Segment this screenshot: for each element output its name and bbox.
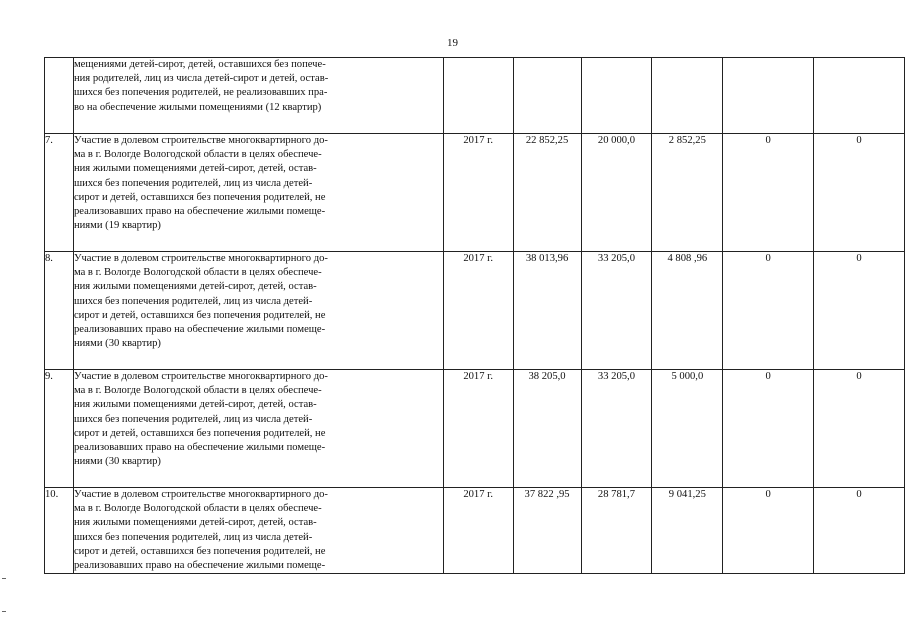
row-year: 2017 г. bbox=[443, 370, 513, 488]
row-col-e bbox=[723, 58, 814, 134]
row-budget-a: 33 205,0 bbox=[581, 252, 652, 370]
row-col-e: 0 bbox=[723, 370, 814, 488]
row-description bbox=[73, 58, 443, 134]
row-description bbox=[73, 488, 443, 574]
row-year: 2017 г. bbox=[443, 134, 513, 252]
description-line: ния жилыми помещениями детей-сирот, детей, остав- bbox=[73, 163, 317, 175]
row-description bbox=[73, 252, 443, 370]
table-row bbox=[45, 58, 905, 134]
row-budget-b: 4 808 ,96 bbox=[652, 252, 723, 370]
description-line: Участие в долевом строительстве многоквартирного до- bbox=[73, 489, 328, 500]
row-col-e: 0 bbox=[723, 252, 814, 370]
description-line: ниями (30 квартир) bbox=[73, 338, 161, 350]
row-col-e: 0 bbox=[723, 488, 814, 574]
row-budget-a: 33 205,0 bbox=[581, 370, 652, 488]
row-year: 2017 г. bbox=[443, 252, 513, 370]
row-year bbox=[443, 58, 513, 134]
row-total: 38 205,0 bbox=[513, 370, 581, 488]
description-line: сирот и детей, оставшихся без попечения родителей, не bbox=[73, 309, 326, 321]
row-col-f bbox=[814, 58, 905, 134]
row-col-f: 0 bbox=[814, 252, 905, 370]
row-total: 38 013,96 bbox=[513, 252, 581, 370]
margin-mark bbox=[2, 611, 6, 612]
description-line: Участие в долевом строительстве многоквартирного до- bbox=[73, 135, 328, 146]
description-line: шихся без попечения родителей, не реализовавших пра- bbox=[73, 87, 328, 99]
margin-mark bbox=[2, 578, 6, 579]
description-line: ния жилыми помещениями детей-сирот, детей, остав- bbox=[73, 281, 317, 293]
row-total: 37 822 ,95 bbox=[513, 488, 581, 574]
row-budget-b: 2 852,25 bbox=[652, 134, 723, 252]
description-line: Участие в долевом строительстве многоквартирного до- bbox=[73, 253, 328, 264]
description-line: ма в г. Вологде Вологодской области в целях обеспече- bbox=[73, 385, 322, 397]
description-line: реализовавших право на обеспечение жилыми помеще- bbox=[73, 324, 326, 336]
row-col-f: 0 bbox=[814, 488, 905, 574]
description-line: реализовавших право на обеспечение жилыми помеще- bbox=[73, 442, 326, 454]
description-line: сирот и детей, оставшихся без попечения родителей, не bbox=[73, 545, 326, 557]
row-col-f: 0 bbox=[814, 134, 905, 252]
row-budget-b: 5 000,0 bbox=[652, 370, 723, 488]
row-col-f: 0 bbox=[814, 370, 905, 488]
row-number: 10. bbox=[45, 488, 74, 574]
description-line: ниями (30 квартир) bbox=[73, 456, 161, 468]
description-line: ния жилыми помещениями детей-сирот, детей, остав- bbox=[73, 517, 317, 529]
description-line: мещениями детей-сирот, детей, оставшихся без попече- bbox=[73, 59, 326, 70]
row-description bbox=[73, 134, 443, 252]
row-budget-a: 20 000,0 bbox=[581, 134, 652, 252]
description-line: ния жилыми помещениями детей-сирот, детей, остав- bbox=[73, 399, 317, 411]
row-number: 9. bbox=[45, 370, 74, 488]
row-year: 2017 г. bbox=[443, 488, 513, 574]
row-budget-a bbox=[581, 58, 652, 134]
table-row bbox=[45, 134, 905, 252]
description-line: во на обеспечение жилыми помещениями (12 квартир) bbox=[73, 101, 322, 113]
description-line: реализовавших право на обеспечение жилыми помеще- bbox=[73, 206, 326, 218]
description-line: сирот и детей, оставшихся без попечения родителей, не bbox=[73, 191, 326, 203]
table-row bbox=[45, 252, 905, 370]
description-line: шихся без попечения родителей, лиц из числа детей- bbox=[73, 413, 313, 425]
row-budget-b: 9 041,25 bbox=[652, 488, 723, 574]
description-line: ма в г. Вологде Вологодской области в целях обеспече- bbox=[73, 267, 322, 279]
row-number bbox=[45, 58, 74, 134]
table-body bbox=[45, 58, 905, 574]
row-total: 22 852,25 bbox=[513, 134, 581, 252]
row-col-e: 0 bbox=[723, 134, 814, 252]
row-total bbox=[513, 58, 581, 134]
page-number: 19 bbox=[447, 37, 458, 49]
description-line: ма в г. Вологде Вологодской области в целях обеспече- bbox=[73, 503, 322, 515]
description-line: реализовавших право на обеспечение жилыми помеще- bbox=[73, 560, 326, 572]
description-line: Участие в долевом строительстве многоквартирного до- bbox=[73, 371, 328, 382]
table-row bbox=[45, 488, 905, 574]
description-line: ма в г. Вологде Вологодской области в целях обеспече- bbox=[73, 149, 322, 161]
description-line: шихся без попечения родителей, лиц из числа детей- bbox=[73, 531, 313, 543]
table-row bbox=[45, 370, 905, 488]
description-line: шихся без попечения родителей, лиц из числа детей- bbox=[73, 295, 313, 307]
description-line: ниями (19 квартир) bbox=[73, 220, 161, 232]
description-line: сирот и детей, оставшихся без попечения родителей, не bbox=[73, 427, 326, 439]
description-line: шихся без попечения родителей, лиц из числа детей- bbox=[73, 177, 313, 189]
program-table bbox=[44, 57, 905, 574]
row-description bbox=[73, 370, 443, 488]
row-number: 7. bbox=[45, 134, 74, 252]
row-number: 8. bbox=[45, 252, 74, 370]
description-line: ния родителей, лиц из числа детей-сирот и детей, остав- bbox=[73, 73, 329, 85]
row-budget-b bbox=[652, 58, 723, 134]
row-budget-a: 28 781,7 bbox=[581, 488, 652, 574]
